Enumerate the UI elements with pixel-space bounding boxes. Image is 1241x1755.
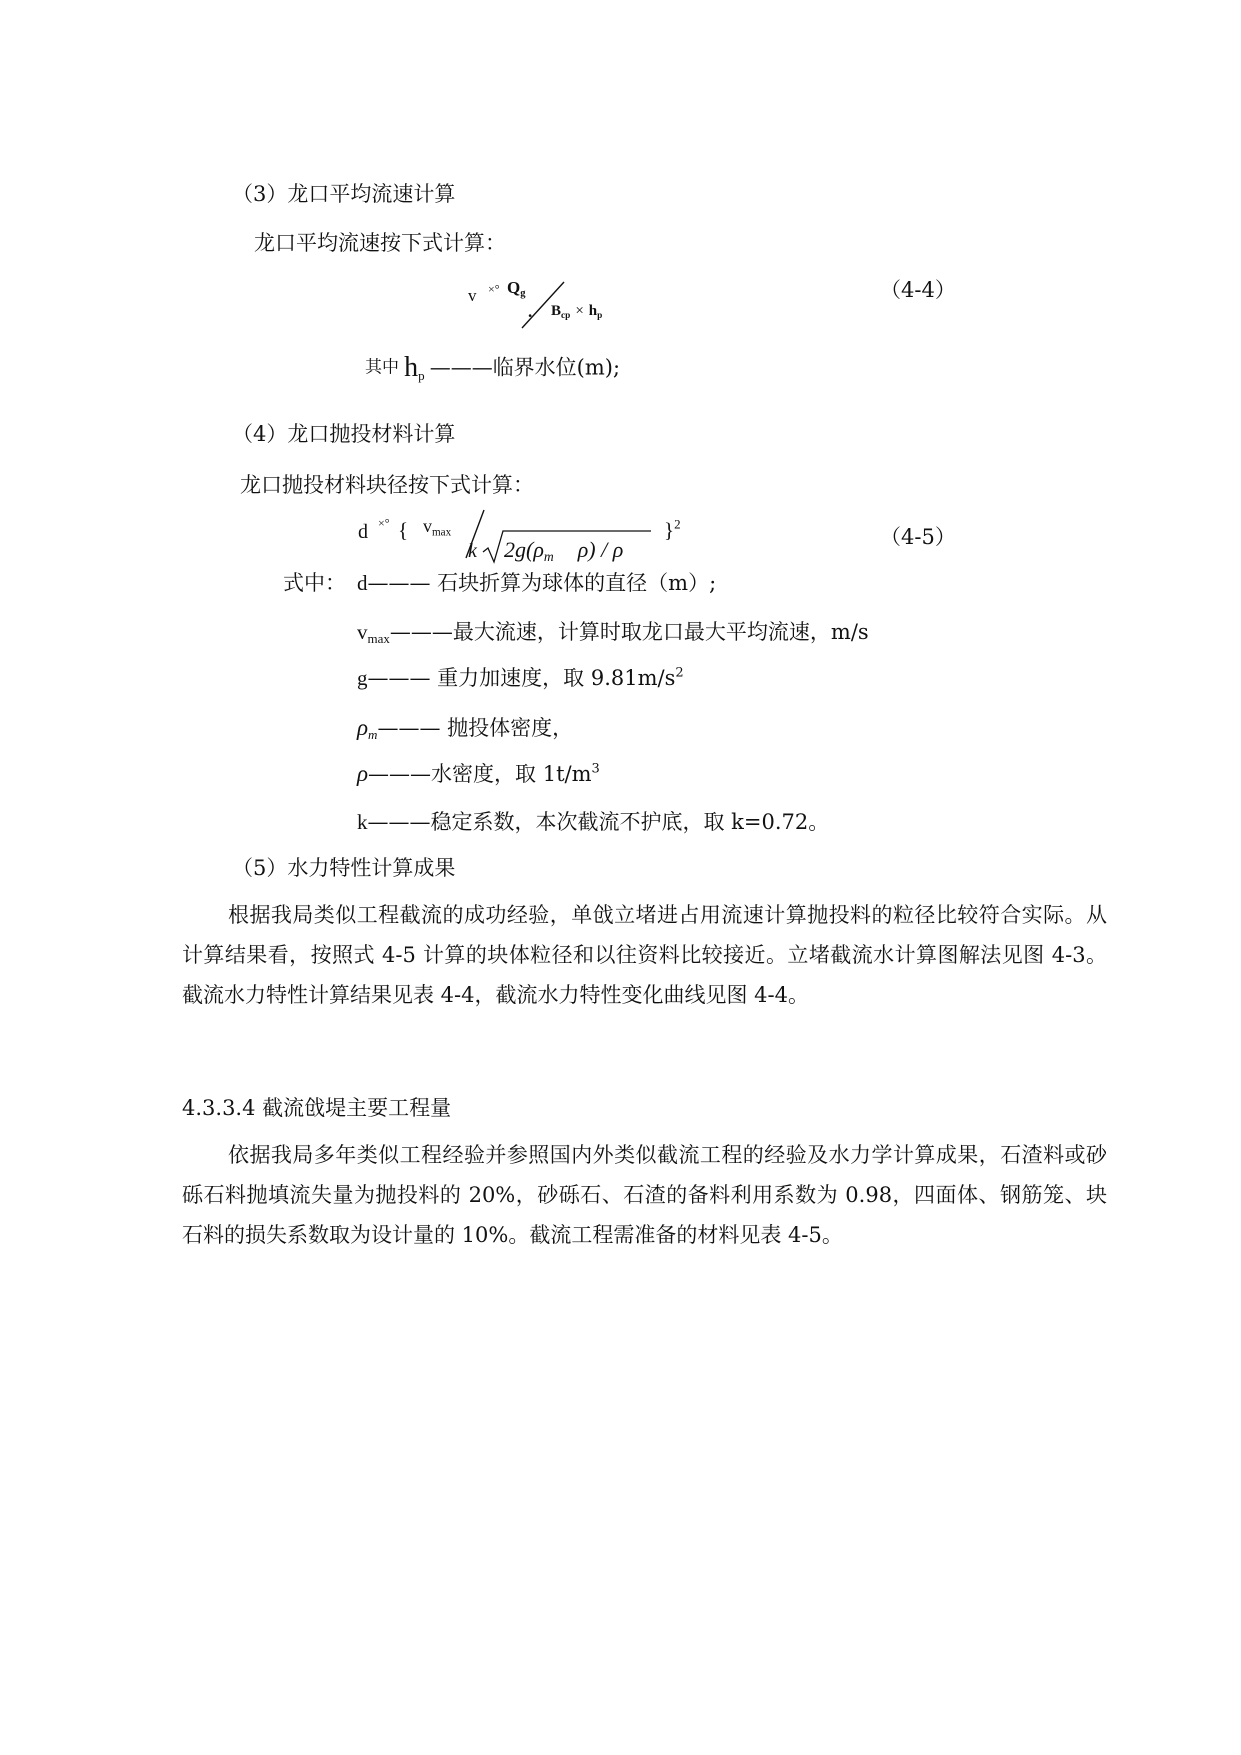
where-h-sub: p: [418, 367, 425, 383]
definitions-label: 式中：: [283, 571, 346, 595]
def-vmax-sub: max: [367, 630, 390, 646]
where-label: 其中: [365, 357, 399, 378]
formula-vmax-v: v: [423, 516, 432, 536]
def-d-symbol: d: [357, 571, 368, 595]
formula-brace-open: {: [398, 518, 409, 542]
formula-q: Q: [507, 278, 521, 297]
where-line: [365, 354, 620, 382]
formula-denominator: [551, 304, 602, 319]
formula-number-4-5: （4-5）: [880, 525, 956, 549]
def-rho-sup: 3: [591, 761, 600, 777]
section-5-paragraph: 根据我局类似工程截流的成功经验，单戗立堵进占用流速计算抛投料的粒径比较符合实际。从计算结果看，按照式 4-5 计算的块体粒径和以往资料比较接近。立堵截流水计算图解法见图 4-3。截流水力特性计算结果见表 4-4，截流水力特性变化曲线见图 4-4。: [182, 903, 1107, 1007]
section-5-heading: （5）水力特性计算成果: [232, 856, 456, 880]
def-g-symbol: g: [357, 666, 368, 690]
definition-rho: [357, 762, 600, 785]
definition-g: [357, 665, 684, 690]
section-3-intro: 龙口平均流速按下式计算：: [254, 231, 506, 255]
def-k-text: ———稳定系数，本次截流不护底，取 k=0.72。: [367, 810, 830, 834]
formula-mark: ×°: [488, 282, 500, 296]
def-vmax-symbol: v: [357, 620, 368, 644]
def-g-text: ——— 重力加速度，取 9.81m/s: [367, 666, 676, 690]
def-vmax-text: ———最大流速，计算时取龙口最大平均流速，m/s: [389, 620, 869, 644]
formula-vmax-sub: max: [432, 526, 452, 539]
formula-radicand-suffix: ρ) / ρ: [577, 537, 624, 562]
formula-vmax: [423, 516, 452, 539]
formula-brace-close: [664, 516, 681, 542]
formula-radicand: [504, 537, 624, 565]
def-d-text: ——— 石块折算为球体的直径（m）;: [367, 571, 717, 595]
definition-vmax: [357, 620, 869, 646]
where-symbol: [404, 352, 425, 383]
section-3-heading: （3）龙口平均流速计算: [232, 182, 456, 206]
where-h: h: [404, 352, 419, 383]
where-text: ———临界水位(m);: [429, 355, 621, 380]
definition-k: [357, 812, 829, 833]
definition-rho-m: [357, 715, 574, 742]
formula-power: 2: [674, 516, 681, 532]
section-4-heading: （4）龙口抛投材料计算: [232, 422, 456, 446]
formula-b-sub: cp: [561, 310, 571, 321]
formula-k: k: [468, 540, 477, 562]
formula-dot: .: [528, 302, 533, 321]
formula-times: ×: [575, 303, 584, 319]
section-6-heading: 4.3.3.4 截流戗堤主要工程量: [182, 1096, 452, 1120]
def-k-symbol: k: [357, 810, 368, 834]
section-4-intro: 龙口抛投材料块径按下式计算：: [240, 473, 534, 497]
def-rho-symbol: ρ: [357, 761, 369, 786]
formula-b: B: [551, 303, 562, 319]
def-rhom-sub: m: [368, 726, 378, 742]
formula-d-mark: ×°: [378, 516, 390, 530]
formula-radicand-sub: m: [543, 549, 554, 565]
def-g-sup: 2: [675, 665, 684, 681]
formula-h: h: [588, 303, 598, 319]
formula-v: v: [468, 286, 477, 305]
formula-number-4-4: （4-4）: [880, 278, 956, 302]
definition-d: [357, 573, 716, 594]
formula-q-sub: g: [520, 288, 526, 300]
formula-radicand-prefix: 2g(ρ: [504, 537, 544, 562]
section-6-paragraph: 依据我局多年类似工程经验并参照国内外类似截流工程的经验及水力学计算成果，石渣料或砂砾石料抛填流失量为抛投料的 20%，砂砾石、石渣的备料利用系数为 0.98，四面体、钢筋笼、块石料的损失系数取为设计量的 10%。截流工程需准备的材料见表 4-5。: [182, 1143, 1107, 1247]
def-rhom-symbol: ρ: [357, 715, 369, 740]
def-rhom-text: ——— 抛投体密度，: [377, 716, 574, 740]
formula-brace-close-glyph: }: [664, 518, 675, 542]
formula-d: d: [358, 521, 368, 543]
def-rho-text: ———水密度，取 1t/m: [368, 762, 592, 786]
formula-h-sub: p: [597, 310, 603, 321]
